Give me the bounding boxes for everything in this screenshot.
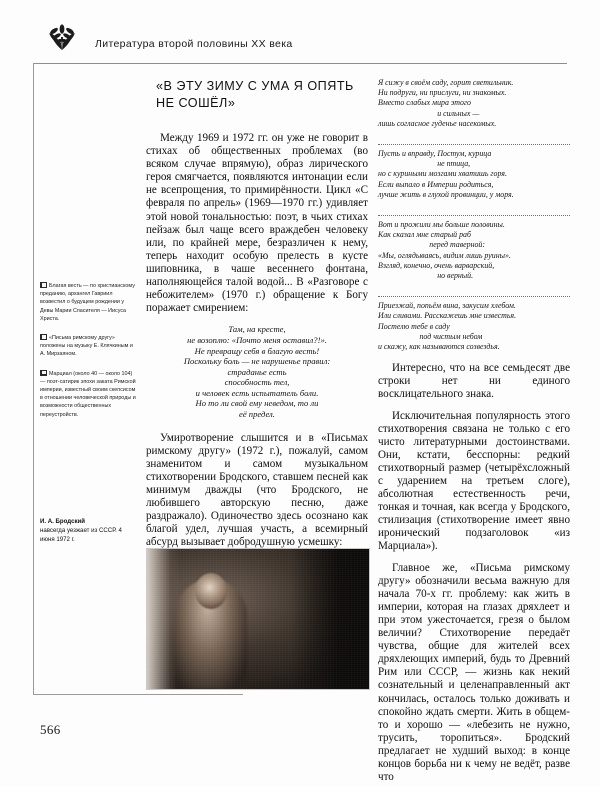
verse-line: Но то ли свой ему неведом, то ли [195, 398, 319, 409]
note-marker-icon [40, 370, 47, 376]
running-head: Литература второй половины XX века [95, 38, 293, 50]
body-paragraph: Интересно, что на все семьдесят две строки нет ни единого восклицательного знака. [378, 362, 570, 401]
margin-notes-column [40, 282, 136, 430]
verse-stanza [378, 220, 570, 281]
verse-line: Вместо слабых мира этого [378, 98, 471, 108]
verse-line: не возоплю: «Почто меня оставил?!». [187, 334, 327, 345]
verse-line: но верный. [378, 271, 474, 281]
margin-note-text: «Письма римскому другу» положены на музыку Е. Клячкиным и А. Мирзаяном. [40, 335, 133, 358]
margin-note [40, 282, 136, 323]
page-frame-bottom-border [33, 694, 243, 695]
page-title: «В ЭТУ ЗИМУ С УМА Я ОПЯТЬ НЕ СОШЁЛ» [156, 79, 354, 110]
margin-note [40, 334, 136, 359]
page-number: 566 [40, 722, 61, 737]
body-paragraph: Исключительная популярность этого стихотворения связана не только с его чисто литературными достоинствами. Они, кстати, бесспорны: редкий стихотворный размер (четырёхсложный с ударением на третьем слоге), абсолютная естественность речи, тонкая и точная, как всегда у Бродского, стилизация (стихотворение имеет явно иронический подзаголовок «из Марциала»). [378, 409, 570, 553]
verse-line: её предел. [239, 409, 275, 420]
verse-line: Я сижу в своём саду, горит светильник. [378, 78, 514, 87]
verse-line: не птица, [378, 159, 471, 169]
verse-line: Взгляд, конечно, очень варварский, [378, 260, 495, 270]
margin-note-text: Благая весть — по христианскому преданию, архангел Гавриил возвестил о будущем рождении у Девы Марии Спасителя — Иисуса Христа. [40, 283, 135, 322]
header-rule [33, 63, 567, 64]
verse-line: Если выпало в Империи родиться, [378, 179, 494, 189]
laurel-sprig-ornament-icon [44, 23, 80, 53]
verse-line: под чистым небом [378, 331, 483, 341]
verse-stanza [378, 301, 570, 352]
verse-line: лишь согласное гуденье насекомых. [378, 118, 497, 128]
verse-stanza [378, 78, 570, 129]
verse-line: Приезжай, попьём вина, закусим хлебом. [378, 301, 516, 311]
page-frame-left-border [33, 63, 34, 694]
verse-line: Или сливами. Расскажешь мне известья. [378, 311, 517, 321]
verse-separator-dots [378, 206, 570, 216]
photo-caption-text: навсегда уезжает из СССР. 4 июня 1972 г. [40, 527, 122, 543]
verse-line: лучше жить в глухой провинции, у моря. [378, 189, 514, 199]
photo-caption [40, 517, 138, 544]
verse-stanza [378, 149, 570, 200]
verse-line: и сильных — [378, 108, 480, 118]
verse-line: Пусть и вправду, Постум, курица [378, 149, 492, 159]
main-column [146, 78, 368, 559]
verse-line: но с куриными мозгами хватишь горя. [378, 169, 507, 179]
verse-line: способность тел, [224, 377, 290, 388]
photograph-brodsky [146, 548, 370, 690]
photo-grain-overlay [147, 549, 369, 689]
verse-line: Поскольку боль — не нарушенье правил: [183, 356, 331, 367]
verse-block [146, 324, 368, 419]
right-column [378, 78, 570, 792]
verse-separator-dots [378, 287, 570, 297]
note-marker-icon [40, 334, 47, 340]
verse-line: «Мы, оглядываясь, видим лишь руины». [378, 250, 511, 260]
page-header [0, 0, 600, 70]
verse-line: Ни подруги, ни прислуги, ни знакомых. [378, 88, 507, 98]
body-paragraph: Главное же, «Письма римскому другу» обозначили весьма важную для начала 70-х гг. проблему: как жить в империи, которая на глазах дряхлеет и при этом ужесточается, грезя о былом величии? Стихотворение передаёт чувства, общие для жителей всех дряхлеющих империй, будь то Древний Рим или СССР, — жизнь как некий сознательный и целенаправленный акт кончилась, осталось только доживать и спокойно ждать смерти. Жить в общем-то и хорошо — «лебезить не нужно, трусить, торопиться». Бродский предлагает не худший выход: в конце концов борьба ни к чему не ведёт, разве что [378, 561, 570, 784]
note-marker-icon [40, 282, 47, 288]
photo-caption-name: И. А. Бродский [40, 518, 86, 525]
body-paragraph: Между 1969 и 1972 гг. он уже не говорит в стихах об общественных проблемах (во всяком случае впрямую), образ лирического героя смягчается, появляются интонации если не всепрощения, то примирённости. Цикл «С февраля по апрель» (1969—1970 гг.) удивляет этой новой тональностью: поэт, в чьих стихах пейзаж был чаще всего враждебен человеку или, по крайней мере, безразличен к нему, теперь находит особую прелесть в кусте шиповника, в чаше весеннего фонтана, наполняющейся талой водой... В «Разговоре с небожителем» (1970 г.) обращение к Богу поражает смирением: [146, 132, 368, 315]
margin-note [40, 370, 136, 419]
verse-line: Постелю тебе в саду [378, 321, 450, 331]
verse-line: страданье есть [227, 366, 287, 377]
body-paragraph: Умиротворение слышится и в «Письмах римскому другу» (1972 г.), пожалуй, самом знаменитом и самом музыкальном стихотворении Бродского, ставшем песней как минимум дважды (что Бродского, не любившего авторскую песню, даже раздражало). Одиночество здесь осознано как благой удел, лучшая участь, а всемирный абсурд вызывает добродушную усмешку: [146, 431, 368, 549]
margin-note-text: Марциал (около 40 — около 104) — поэт-сатирик эпохи заката Римской империи, известный своим скепсисом в отношении человеческой природы и возможности общественных переустройств. [40, 370, 136, 418]
verse-line: Там, на кресте, [228, 324, 286, 335]
verse-line: и скажу, как называются созвездья. [378, 342, 500, 352]
verse-line: перед таверной: [378, 240, 486, 250]
verse-line: и человек есть испытатель боли. [195, 387, 319, 398]
verse-separator-dots [378, 135, 570, 145]
verse-line: Не превращу себя в благую весть! [194, 345, 320, 356]
verse-line: Вот и прожили мы больше половины. [378, 220, 505, 230]
verse-line: Как сказал мне старый раб [378, 230, 471, 240]
